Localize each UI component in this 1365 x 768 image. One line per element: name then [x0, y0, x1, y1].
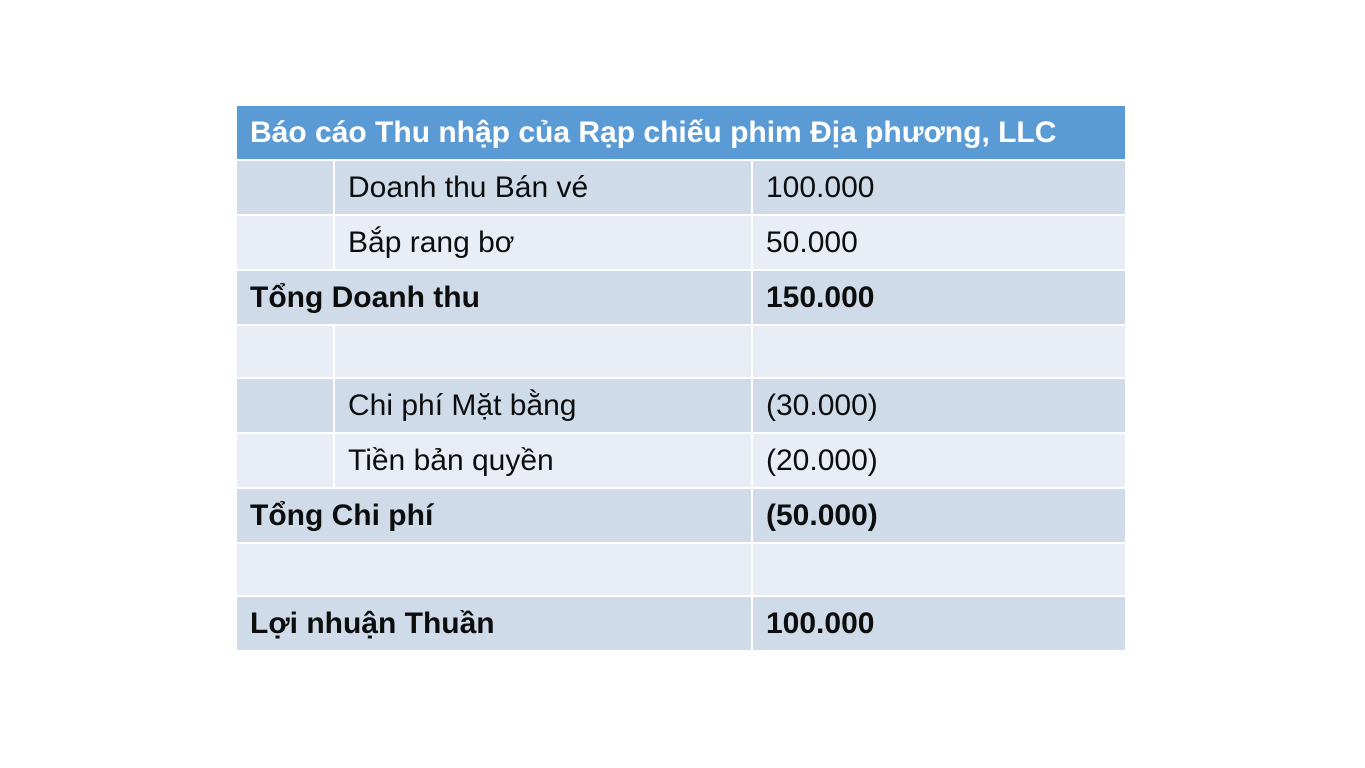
indent-cell	[237, 432, 333, 487]
indent-cell	[237, 159, 333, 214]
row-value: 50.000	[751, 214, 1125, 269]
table-row-total-revenue	[237, 269, 1125, 324]
table-title: Báo cáo Thu nhập của Rạp chiếu phim Địa phương, LLC	[237, 106, 1125, 159]
indent-cell	[237, 214, 333, 269]
row-label: Tổng Doanh thu	[237, 269, 751, 324]
row-value: 100.000	[751, 159, 1125, 214]
table-row-net-income	[237, 595, 1125, 650]
row-value: (50.000)	[751, 487, 1125, 542]
row-label: Bắp rang bơ	[333, 214, 751, 269]
row-value: 100.000	[751, 595, 1125, 650]
table-row-rent-expense	[237, 377, 1125, 432]
row-label	[333, 324, 751, 377]
table-row-spacer	[237, 542, 1125, 595]
row-value: (30.000)	[751, 377, 1125, 432]
indent-cell	[237, 377, 333, 432]
table-row-spacer	[237, 324, 1125, 377]
table-row-ticket-revenue	[237, 159, 1125, 214]
row-value	[751, 542, 1125, 595]
table-header-row	[237, 106, 1125, 159]
row-label: Tổng Chi phí	[237, 487, 751, 542]
row-value	[751, 324, 1125, 377]
row-label	[237, 542, 751, 595]
row-label: Chi phí Mặt bằng	[333, 377, 751, 432]
row-label: Doanh thu Bán vé	[333, 159, 751, 214]
table-row-royalties	[237, 432, 1125, 487]
row-label: Tiền bản quyền	[333, 432, 751, 487]
income-statement-table	[237, 106, 1125, 650]
table-row-popcorn	[237, 214, 1125, 269]
indent-cell	[237, 324, 333, 377]
row-value: 150.000	[751, 269, 1125, 324]
row-value: (20.000)	[751, 432, 1125, 487]
row-label: Lợi nhuận Thuần	[237, 595, 751, 650]
table-row-total-expenses	[237, 487, 1125, 542]
